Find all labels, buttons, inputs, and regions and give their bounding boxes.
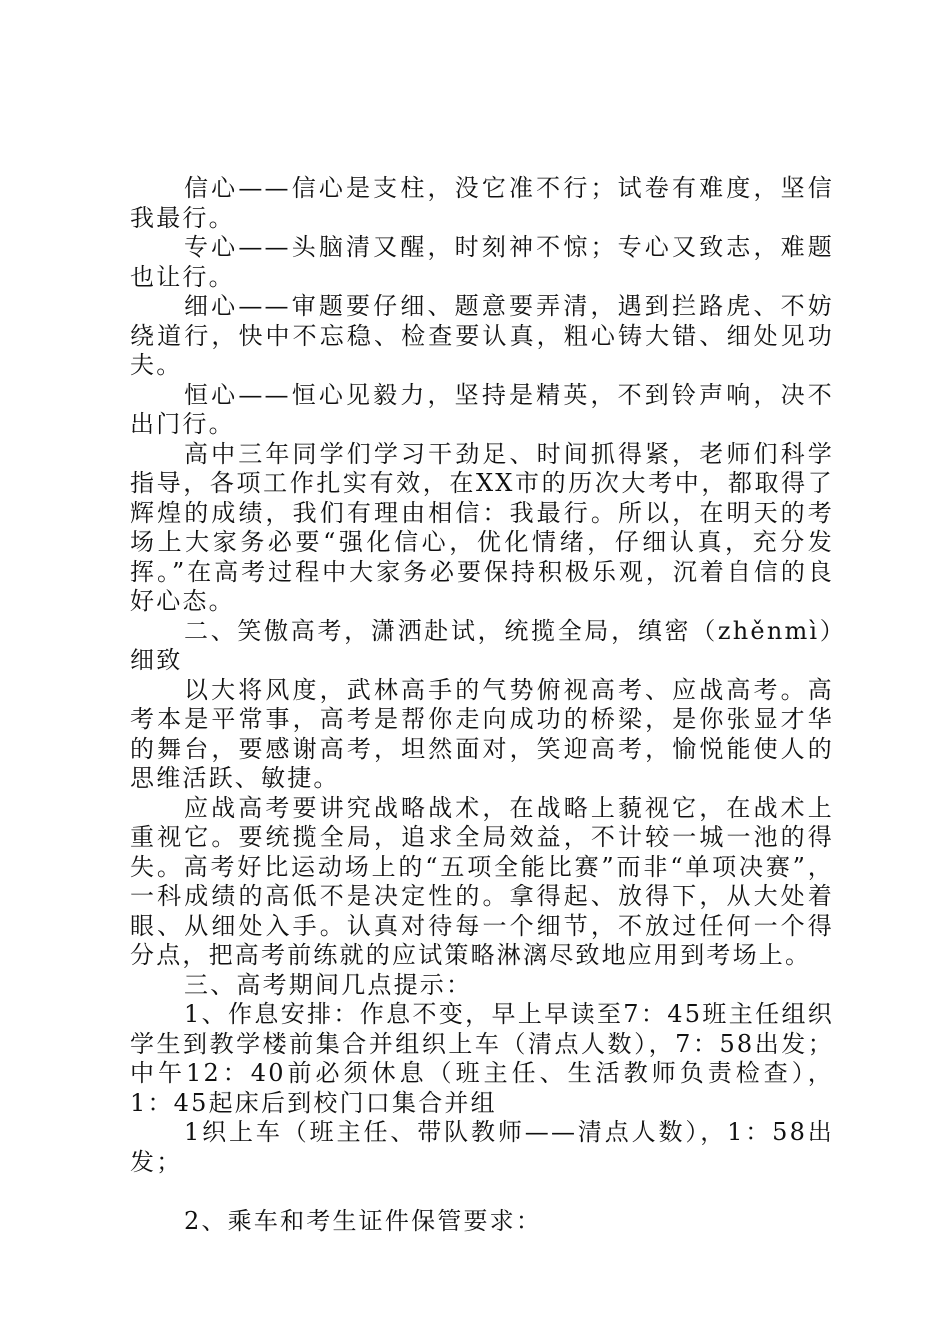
paragraph-confidence: 信心——信心是支柱，没它准不行；试卷有难度，坚信我最行。 bbox=[130, 174, 834, 232]
paragraph-carefulness: 细心——审题要仔细、题意要弄清，遇到拦路虎、不妨绕道行，快中不忘稳、检查要认真，粗心铸大错、细处见功夫。 bbox=[130, 292, 834, 379]
paragraph-strategy: 应战高考要讲究战略战术，在战略上藐视它，在战术上重视它。要统揽全局，追求全局效益，不计较一城一池的得失。高考好比运动场上的“五项全能比赛”而非“单项决赛”，一科成绩的高低不是决定性的。拿得起、放得下，从大处着眼、从细处入手。认真对待每一个细节，不放过任何一个得分点，把高考前练就的应试策略淋漓尽致地应用到考场上。 bbox=[130, 793, 834, 969]
list-item-schedule: 1、作息安排：作息不变，早上早读至7：45班主任组织学生到教学楼前集合并组织上车（清点人数），7：58出发；中午12：40前必须休息（班主任、生活教师负责检查），1：45起床后到校门口集合并组 bbox=[130, 1000, 834, 1117]
paragraph-three-years: 高中三年同学们学习干劲足、时间抓得紧，老师们科学指导，各项工作扎实有效，在XX市的历次大考中，都取得了辉煌的成绩，我们有理由相信：我最行。所以，在明天的考场上大家务必要“强化信心，优化情绪，仔细认真，充分发挥。”在高考过程中大家务必要保持积极乐观，沉着自信的良好心态。 bbox=[130, 439, 834, 615]
paragraph-focus: 专心——头脑清又醒，时刻神不惊；专心又致志，难题也让行。 bbox=[130, 233, 834, 291]
list-item-bus-and-documents: 2、乘车和考生证件保管要求： bbox=[184, 1207, 543, 1235]
section-heading-two: 二、笑傲高考，潇洒赴试，统揽全局，缜密（zhěnmì）细致 bbox=[130, 616, 834, 674]
document-body bbox=[130, 174, 834, 1237]
paragraph-general-style: 以大将风度，武林高手的气势俯视高考、应战高考。高考本是平常事，高考是帮你走向成功的桥梁，是你张显才华的舞台，要感谢高考，坦然面对，笑迎高考，愉悦能使人的思维活跃、敏捷。 bbox=[130, 675, 834, 792]
list-item-schedule-continued: 1织上车（班主任、带队教师——清点人数），1：58出发； bbox=[130, 1118, 834, 1176]
section-heading-three: 三、高考期间几点提示： bbox=[184, 970, 473, 999]
paragraph-perseverance: 恒心——恒心见毅力，坚持是精英，不到铃声响，决不出门行。 bbox=[130, 380, 834, 438]
